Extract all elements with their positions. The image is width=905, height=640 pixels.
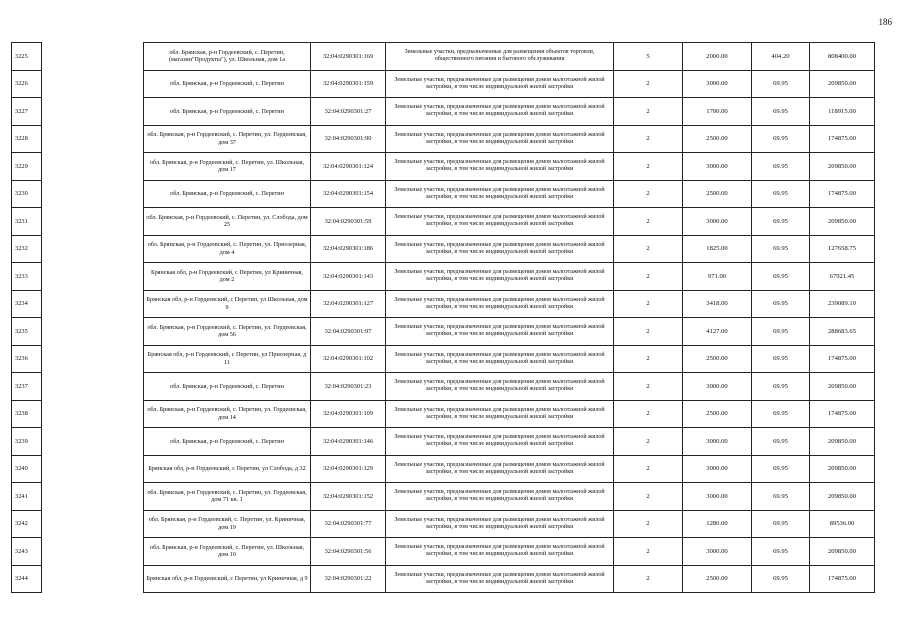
table-row	[12, 180, 875, 208]
area-cell: 3000.00	[683, 153, 752, 181]
cadastral-value-cell: 209850.00	[810, 428, 875, 456]
table-row	[12, 400, 875, 428]
cadastral-number-cell: 32:04:0290301:146	[311, 428, 386, 456]
cadastral-number-cell: 32:04:0290301:27	[311, 98, 386, 126]
land-use-cell: Земельные участки, предназначенные для размещения домов малоэтажной жилой застройки, в том числе индивидуальной жилой застройки	[386, 208, 614, 236]
row-number-cell: 3241	[12, 483, 42, 511]
cadastral-number-cell: 32:04:0290301:159	[311, 70, 386, 98]
land-use-cell: Земельные участки, предназначенные для размещения домов малоэтажной жилой застройки, в том числе индивидуальной жилой застройки	[386, 373, 614, 401]
cadastral-value-cell: 89536.00	[810, 510, 875, 538]
table-row	[12, 428, 875, 456]
cadastral-number-cell: 32:04:0290301:56	[311, 538, 386, 566]
address-cell: обл. Брянская, р-н Гордеевский, с. Перетин, ул. Криничная, дом 19	[144, 510, 311, 538]
land-use-cell: Земельные участки, предназначенные для размещения домов малоэтажной жилой застройки, в том числе индивидуальной жилой застройки	[386, 428, 614, 456]
land-use-cell: Земельные участки, предназначенные для размещения домов малоэтажной жилой застройки, в том числе индивидуальной жилой застройки	[386, 98, 614, 126]
page-number: 186	[878, 17, 892, 27]
area-cell: 1700.00	[683, 98, 752, 126]
cadastral-number-cell: 32:04:0290301:109	[311, 400, 386, 428]
table-row	[12, 98, 875, 126]
address-cell: обл. Брянская, р-н Гордеевский, с. Перетин, (магазин"Продукты"), ул. Школьная, дом 1а	[144, 43, 311, 71]
land-use-cell: Земельные участки, предназначенные для размещения домов малоэтажной жилой застройки, в том числе индивидуальной жилой застройки	[386, 400, 614, 428]
specific-value-cell: 69.95	[752, 263, 810, 291]
cadastral-value-cell: 174875.00	[810, 400, 875, 428]
land-use-cell: Земельные участки, предназначенные для размещения домов малоэтажной жилой застройки, в том числе индивидуальной жилой застройки	[386, 290, 614, 318]
specific-value-cell: 69.95	[752, 483, 810, 511]
table-row	[12, 373, 875, 401]
land-use-cell: Земельные участки, предназначенные для размещения домов малоэтажной жилой застройки, в том числе индивидуальной жилой застройки	[386, 538, 614, 566]
cadastral-number-cell: 32:04:0290301:129	[311, 455, 386, 483]
cadastral-number-cell: 32:04:0290301:186	[311, 235, 386, 263]
cadastral-value-cell: 209850.00	[810, 538, 875, 566]
spacer-cell	[42, 373, 144, 401]
specific-value-cell: 69.95	[752, 125, 810, 153]
area-cell: 3418.00	[683, 290, 752, 318]
address-cell: обл. Брянская, р-н Гордеевский, с. Перетин	[144, 428, 311, 456]
cadastral-number-cell: 32:04:0290301:97	[311, 318, 386, 346]
cadastral-value-cell: 174875.00	[810, 345, 875, 373]
row-number-cell: 3229	[12, 153, 42, 181]
area-cell: 3000.00	[683, 373, 752, 401]
cadastral-number-cell: 32:04:0290301:90	[311, 125, 386, 153]
specific-value-cell: 69.95	[752, 70, 810, 98]
address-cell: обл. Брянская, р-н Гордеевский, с. Перетин, ул. Гордеевская, дом 71 кв. 1	[144, 483, 311, 511]
address-cell: обл. Брянская, р-н Гордеевский, с. Перетин, ул. Гордеевская, дом 56	[144, 318, 311, 346]
specific-value-cell: 69.95	[752, 400, 810, 428]
cadastral-value-cell: 288683.65	[810, 318, 875, 346]
row-number-cell: 3244	[12, 565, 42, 593]
cadastral-value-cell: 209850.00	[810, 70, 875, 98]
spacer-cell	[42, 483, 144, 511]
specific-value-cell: 69.95	[752, 455, 810, 483]
spacer-cell	[42, 538, 144, 566]
row-number-cell: 3232	[12, 235, 42, 263]
cadastral-number-cell: 32:04:0290301:77	[311, 510, 386, 538]
spacer-cell	[42, 455, 144, 483]
specific-value-cell: 69.95	[752, 235, 810, 263]
cadastral-number-cell: 32:04:0290301:23	[311, 373, 386, 401]
area-cell: 2500.00	[683, 180, 752, 208]
spacer-cell	[42, 208, 144, 236]
row-number-cell: 3239	[12, 428, 42, 456]
cadastral-value-cell: 209850.00	[810, 208, 875, 236]
group-number-cell: 2	[614, 180, 683, 208]
address-cell: Брянская обл, р-н Гордеевский, с Перетин, ул Школьная, дом 9	[144, 290, 311, 318]
row-number-cell: 3230	[12, 180, 42, 208]
area-cell: 2500.00	[683, 125, 752, 153]
land-use-cell: Земельные участки, предназначенные для размещения домов малоэтажной жилой застройки, в том числе индивидуальной жилой застройки	[386, 455, 614, 483]
specific-value-cell: 69.95	[752, 153, 810, 181]
specific-value-cell: 69.95	[752, 208, 810, 236]
group-number-cell: 2	[614, 373, 683, 401]
cadastral-value-cell: 67921.45	[810, 263, 875, 291]
area-cell: 2000.00	[683, 43, 752, 71]
address-cell: Брянская обл, р-н Гордеевский, с Перетин, ул Приозерная, д 11	[144, 345, 311, 373]
table-row	[12, 565, 875, 593]
group-number-cell: 2	[614, 235, 683, 263]
group-number-cell: 2	[614, 455, 683, 483]
row-number-cell: 3238	[12, 400, 42, 428]
spacer-cell	[42, 98, 144, 126]
table-row	[12, 208, 875, 236]
row-number-cell: 3240	[12, 455, 42, 483]
table-row	[12, 538, 875, 566]
cadastral-number-cell: 32:04:0290301:124	[311, 153, 386, 181]
spacer-cell	[42, 345, 144, 373]
group-number-cell: 2	[614, 153, 683, 181]
spacer-cell	[42, 43, 144, 71]
cadastral-value-cell: 209850.00	[810, 455, 875, 483]
spacer-cell	[42, 180, 144, 208]
area-cell: 3000.00	[683, 208, 752, 236]
address-cell: Брянская обл, р-н Гордеевский, с Перетин, ул Слобода, д 32	[144, 455, 311, 483]
address-cell: обл. Брянская, р-н Гордеевский, с. Перетин	[144, 98, 311, 126]
table-row	[12, 263, 875, 291]
cadastral-number-cell: 32:04:0290301:143	[311, 263, 386, 291]
address-cell: обл. Брянская, р-н Гордеевский, с. Перетин	[144, 180, 311, 208]
cadastral-value-cell: 174875.00	[810, 180, 875, 208]
spacer-cell	[42, 125, 144, 153]
cadastral-number-cell: 32:04:0290301:152	[311, 483, 386, 511]
cadastral-number-cell: 32:04:0290301:154	[311, 180, 386, 208]
specific-value-cell: 69.95	[752, 373, 810, 401]
specific-value-cell: 69.95	[752, 98, 810, 126]
cadastral-number-cell: 32:04:0290301:127	[311, 290, 386, 318]
group-number-cell: 2	[614, 345, 683, 373]
area-cell: 4127.00	[683, 318, 752, 346]
group-number-cell: 2	[614, 510, 683, 538]
table-row	[12, 70, 875, 98]
cadastral-number-cell: 32:04:0290301:59	[311, 208, 386, 236]
row-number-cell: 3226	[12, 70, 42, 98]
land-use-cell: Земельные участки, предназначенные для размещения домов малоэтажной жилой застройки, в том числе индивидуальной жилой застройки	[386, 345, 614, 373]
spacer-cell	[42, 428, 144, 456]
table-row	[12, 290, 875, 318]
group-number-cell: 2	[614, 428, 683, 456]
table-row	[12, 235, 875, 263]
spacer-cell	[42, 400, 144, 428]
spacer-cell	[42, 263, 144, 291]
specific-value-cell: 69.95	[752, 510, 810, 538]
row-number-cell: 3228	[12, 125, 42, 153]
spacer-cell	[42, 318, 144, 346]
table-row	[12, 153, 875, 181]
cadastral-value-cell: 209850.00	[810, 483, 875, 511]
area-cell: 2500.00	[683, 565, 752, 593]
land-use-cell: Земельные участки, предназначенные для размещения домов малоэтажной жилой застройки, в том числе индивидуальной жилой застройки	[386, 153, 614, 181]
land-registry-table	[11, 42, 875, 593]
address-cell: обл. Брянская, р-н Гордеевский, с. Перетин, ул. Гордеевская, дом 14	[144, 400, 311, 428]
land-use-cell: Земельные участки, предназначенные для размещения домов малоэтажной жилой застройки, в том числе индивидуальной жилой застройки	[386, 70, 614, 98]
cadastral-value-cell: 174875.00	[810, 565, 875, 593]
spacer-cell	[42, 510, 144, 538]
row-number-cell: 3233	[12, 263, 42, 291]
spacer-cell	[42, 565, 144, 593]
area-cell: 3000.00	[683, 483, 752, 511]
group-number-cell: 2	[614, 290, 683, 318]
row-number-cell: 3236	[12, 345, 42, 373]
specific-value-cell: 69.95	[752, 318, 810, 346]
table-row	[12, 483, 875, 511]
row-number-cell: 3235	[12, 318, 42, 346]
land-use-cell: Земельные участки, предназначенные для размещения домов малоэтажной жилой застройки, в том числе индивидуальной жилой застройки	[386, 180, 614, 208]
group-number-cell: 2	[614, 70, 683, 98]
row-number-cell: 3227	[12, 98, 42, 126]
cadastral-value-cell: 127658.75	[810, 235, 875, 263]
area-cell: 1280.00	[683, 510, 752, 538]
table-body	[12, 43, 875, 593]
address-cell: обл. Брянская, р-н Гордеевский, с. Перетин, ул. Школьная, дом 10	[144, 538, 311, 566]
table-row	[12, 43, 875, 71]
area-cell: 971.00	[683, 263, 752, 291]
area-cell: 1825.00	[683, 235, 752, 263]
address-cell: Брянская обл, р-н Гордеевский, с Перетин, ул Криничная, д 9	[144, 565, 311, 593]
row-number-cell: 3243	[12, 538, 42, 566]
cadastral-number-cell: 32:04:0290301:102	[311, 345, 386, 373]
cadastral-value-cell: 209850.00	[810, 373, 875, 401]
land-use-cell: Земельные участки, предназначенные для размещения домов малоэтажной жилой застройки, в том числе индивидуальной жилой застройки	[386, 235, 614, 263]
area-cell: 3000.00	[683, 70, 752, 98]
row-number-cell: 3237	[12, 373, 42, 401]
cadastral-value-cell: 209850.00	[810, 153, 875, 181]
table-row	[12, 345, 875, 373]
area-cell: 2500.00	[683, 400, 752, 428]
address-cell: обл. Брянская, р-н Гордеевский, с. Перетин, ул. Гордеевская, дом 37	[144, 125, 311, 153]
group-number-cell: 2	[614, 565, 683, 593]
spacer-cell	[42, 235, 144, 263]
land-use-cell: Земельные участки, предназначенные для размещения объектов торговли, общественного питания и бытового обслуживания	[386, 43, 614, 71]
group-number-cell: 2	[614, 263, 683, 291]
group-number-cell: 2	[614, 208, 683, 236]
table-row	[12, 318, 875, 346]
specific-value-cell: 69.95	[752, 180, 810, 208]
address-cell: обл. Брянская, р-н Гордеевский, с. Перетин	[144, 70, 311, 98]
cadastral-number-cell: 32:04:0290301:22	[311, 565, 386, 593]
land-use-cell: Земельные участки, предназначенные для размещения домов малоэтажной жилой застройки, в том числе индивидуальной жилой застройки	[386, 125, 614, 153]
group-number-cell: 2	[614, 538, 683, 566]
table-row	[12, 510, 875, 538]
land-use-cell: Земельные участки, предназначенные для размещения домов малоэтажной жилой застройки, в том числе индивидуальной жилой застройки	[386, 483, 614, 511]
address-cell: обл. Брянская, р-н Гордеевский, с. Перетин	[144, 373, 311, 401]
group-number-cell: 2	[614, 98, 683, 126]
cadastral-value-cell: 118915.00	[810, 98, 875, 126]
area-cell: 3000.00	[683, 455, 752, 483]
spacer-cell	[42, 70, 144, 98]
specific-value-cell: 69.95	[752, 538, 810, 566]
row-number-cell: 3242	[12, 510, 42, 538]
row-number-cell: 3225	[12, 43, 42, 71]
specific-value-cell: 69.95	[752, 565, 810, 593]
spacer-cell	[42, 290, 144, 318]
table-row	[12, 455, 875, 483]
cadastral-value-cell: 239089.10	[810, 290, 875, 318]
address-cell: обл. Брянская, р-н Гордеевский, с. Перетин, ул. Школьная, дом 17	[144, 153, 311, 181]
row-number-cell: 3231	[12, 208, 42, 236]
area-cell: 3000.00	[683, 538, 752, 566]
group-number-cell: 5	[614, 43, 683, 71]
cadastral-value-cell: 808400.00	[810, 43, 875, 71]
land-use-cell: Земельные участки, предназначенные для размещения домов малоэтажной жилой застройки, в том числе индивидуальной жилой застройки	[386, 263, 614, 291]
area-cell: 3000.00	[683, 428, 752, 456]
specific-value-cell: 404.20	[752, 43, 810, 71]
address-cell: обл. Брянская, р-н Гордеевский, с. Перетин, ул. Приозерная, дом 4	[144, 235, 311, 263]
table-row	[12, 125, 875, 153]
spacer-cell	[42, 153, 144, 181]
address-cell: обл. Брянская, р-н Гордеевский, с. Перетин, ул. Слобода, дом 25	[144, 208, 311, 236]
cadastral-number-cell: 32:04:0290301:169	[311, 43, 386, 71]
cadastral-value-cell: 174875.00	[810, 125, 875, 153]
address-cell: Брянская обл, р-н Гордеевский, с Перетин, ул Криничная, дом 2	[144, 263, 311, 291]
land-use-cell: Земельные участки, предназначенные для размещения домов малоэтажной жилой застройки, в том числе индивидуальной жилой застройки	[386, 565, 614, 593]
specific-value-cell: 69.95	[752, 345, 810, 373]
land-use-cell: Земельные участки, предназначенные для размещения домов малоэтажной жилой застройки, в том числе индивидуальной жилой застройки	[386, 510, 614, 538]
area-cell: 2500.00	[683, 345, 752, 373]
land-use-cell: Земельные участки, предназначенные для размещения домов малоэтажной жилой застройки, в том числе индивидуальной жилой застройки	[386, 318, 614, 346]
specific-value-cell: 69.95	[752, 428, 810, 456]
row-number-cell: 3234	[12, 290, 42, 318]
group-number-cell: 2	[614, 400, 683, 428]
specific-value-cell: 69.95	[752, 290, 810, 318]
group-number-cell: 2	[614, 483, 683, 511]
group-number-cell: 2	[614, 125, 683, 153]
group-number-cell: 2	[614, 318, 683, 346]
